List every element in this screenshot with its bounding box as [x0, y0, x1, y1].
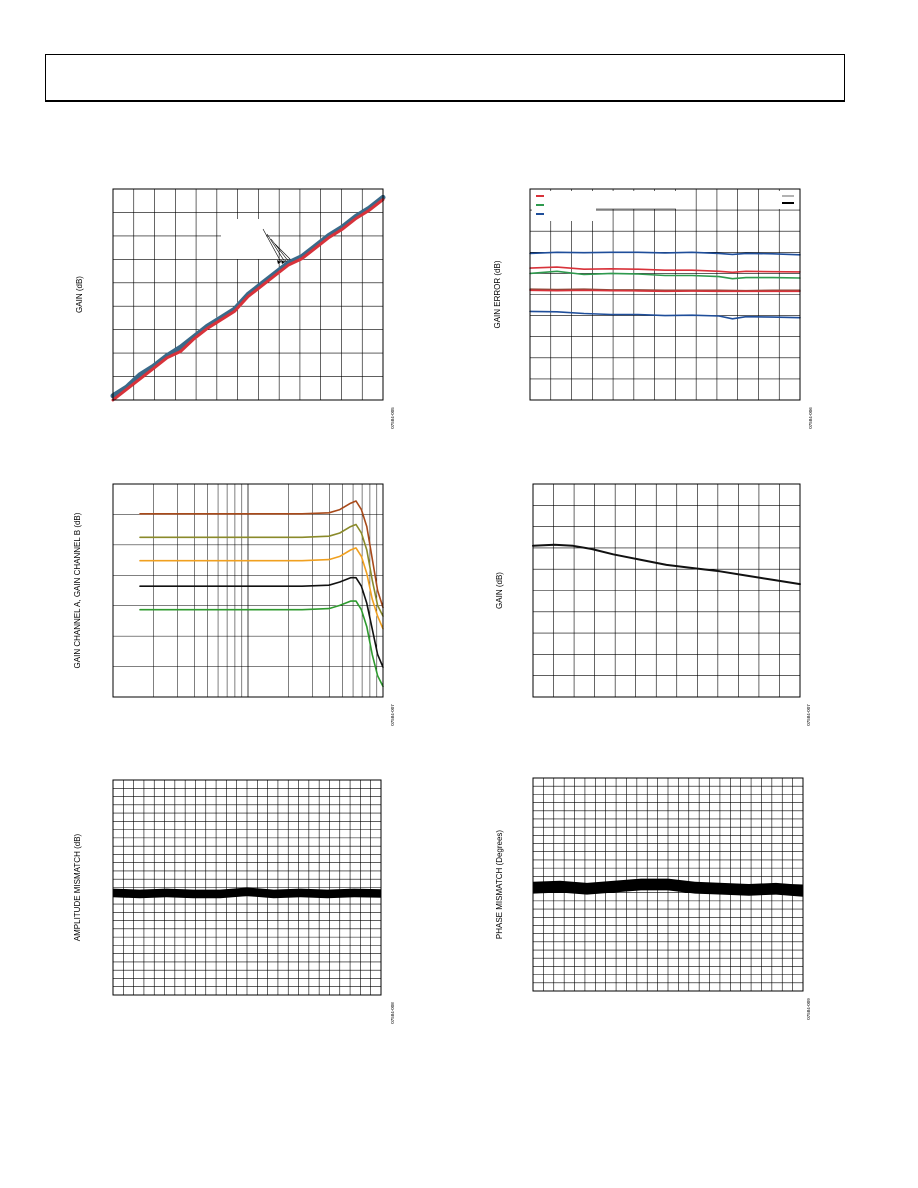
chart-gain: [75, 189, 395, 429]
series-line: [140, 578, 383, 668]
y-axis-label: GAIN ERROR (dB): [493, 260, 502, 329]
series-line: [140, 548, 383, 629]
chart-gain-2: [495, 484, 811, 726]
annotation-arrow: [271, 239, 289, 262]
chart-phase-mismatch: [495, 778, 811, 1020]
y-axis-label: PHASE MISMATCH (Degrees): [495, 829, 504, 940]
figure-id: 07584-008: [390, 1002, 395, 1024]
legend-box: [596, 191, 676, 209]
figure-id: 07584-005: [390, 407, 395, 429]
series-line: [530, 252, 800, 255]
y-axis-label: GAIN CHANNEL A, GAIN CHANNEL B (dB): [73, 512, 82, 669]
series-line: [533, 545, 800, 584]
series-line: [140, 601, 383, 686]
figure-id: 07584-009: [806, 998, 811, 1020]
series-line: [140, 501, 383, 608]
series-line: [530, 311, 800, 318]
y-axis-label: GAIN (dB): [495, 572, 504, 609]
chart-amplitude-mismatch: [73, 780, 395, 1024]
series-line: [530, 271, 800, 278]
y-axis-label: GAIN (dB): [75, 276, 84, 313]
chart-gain-channel-a-b: [73, 484, 395, 726]
chart-gain-error: [493, 189, 813, 429]
annotation-box: [221, 219, 266, 259]
y-axis-label: AMPLITUDE MISMATCH (dB): [73, 833, 82, 942]
figure-id: 07584-006: [808, 407, 813, 429]
figure-id: 07584-007: [806, 704, 811, 726]
annotation-arrow: [267, 234, 285, 262]
figure-id: 07584-007: [390, 704, 395, 726]
series-line: [530, 267, 800, 272]
legend-box: [776, 191, 798, 209]
